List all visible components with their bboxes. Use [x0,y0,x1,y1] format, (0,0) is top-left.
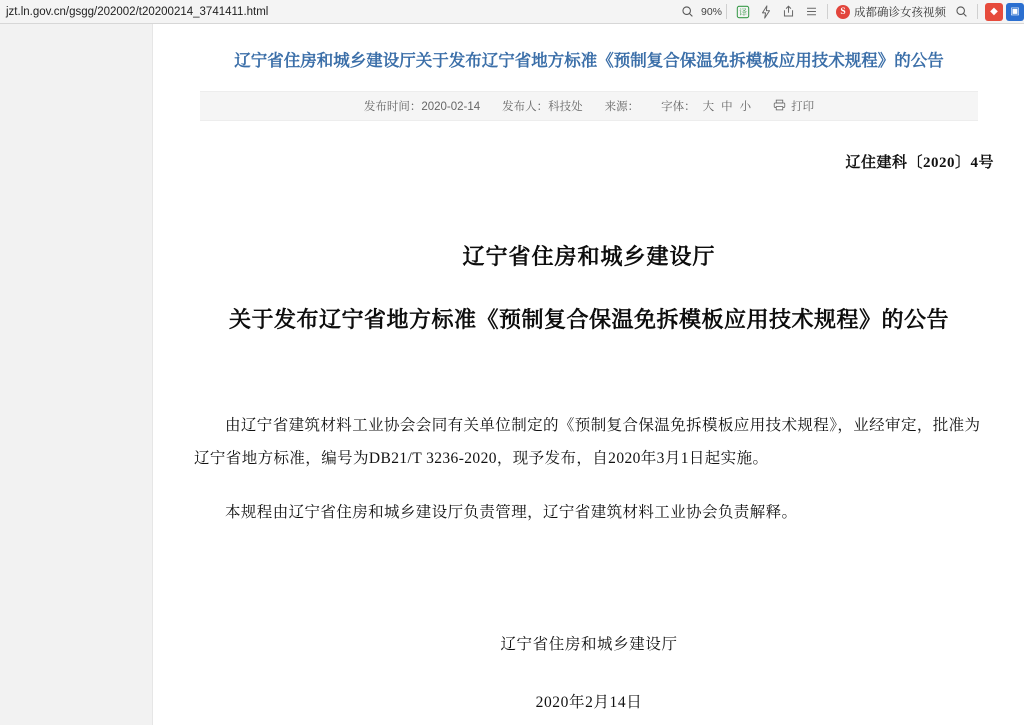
publish-time: 发布时间：2020-02-14 [363,101,481,114]
toolbar-right-group [676,0,1024,24]
search-engine-badge: S [836,5,850,19]
signature-organization: 辽宁省住房和城乡建设厅 [500,635,678,653]
address-bar[interactable] [0,6,274,18]
font-size-large[interactable]: 大 [702,101,715,114]
search-suggestion-chip[interactable] [832,0,950,24]
print-button[interactable] [773,98,814,114]
share-icon[interactable] [777,0,800,24]
translate-icon[interactable] [731,0,755,24]
print-label: 打印 [791,101,815,114]
page-left-gutter [0,24,153,725]
search-suggestion-text: 成都确诊女孩视频 [854,6,946,19]
page-viewport [0,24,1024,725]
toolbar-divider-3 [977,4,978,19]
url-prefix: jzt.ln.gov.cn [6,5,66,18]
window-button-right[interactable]: ▣ [1006,3,1024,21]
font-size-label: 字体： [661,101,696,114]
page-title: 辽宁省住房和城乡建设厅关于发布辽宁省地方标准《预制复合保温免拆模板应用技术规程》的公告 [234,52,944,70]
magnifier-icon[interactable] [950,0,973,24]
window-button-left[interactable]: ◆ [985,3,1003,21]
toolbar-divider-2 [827,4,828,19]
document-body [154,410,1024,530]
more-options-icon[interactable] [800,0,823,24]
font-size-controls [661,98,751,114]
font-size-medium[interactable]: 中 [721,101,733,114]
headline-organization: 辽宁省住房和城乡建设厅 [462,244,716,270]
body-paragraph-2: 本规程由辽宁省住房和城乡建设厅负责管理，辽宁省建筑材料工业协会负责解释。 [225,504,798,522]
printer-icon [773,99,786,114]
body-paragraph-1: 由辽宁省建筑材料工业协会会同有关单位制定的《预制复合保温免拆模板应用技术规程》，业经审定，批准为辽宁省地方标准，编号为DB21/T 3236-2020，现予发布，自2020年3月1日起实施。 [194,417,981,467]
document-meta-bar [200,91,978,121]
font-size-small[interactable]: 小 [739,101,752,114]
headline-subject: 关于发布辽宁省地方标准《预制复合保温免拆模板应用技术规程》的公告 [228,307,949,333]
signature-date: 2020年2月14日 [535,693,643,711]
lightning-icon[interactable] [755,0,777,24]
svg-text:译: 译 [739,7,747,17]
browser-toolbar [0,0,1024,24]
document-content [154,24,1024,725]
source-label: 来源： [604,101,640,114]
toolbar-divider [726,4,727,19]
url-path: /gsgg/202002/t20200214_3741411.html [65,5,269,18]
document-number: 辽住建科〔2020〕4号 [845,155,994,172]
search-icon[interactable] [676,0,699,24]
zoom-level-label[interactable]: 90% [700,5,722,18]
publisher: 发布人：科技处 [502,101,583,114]
